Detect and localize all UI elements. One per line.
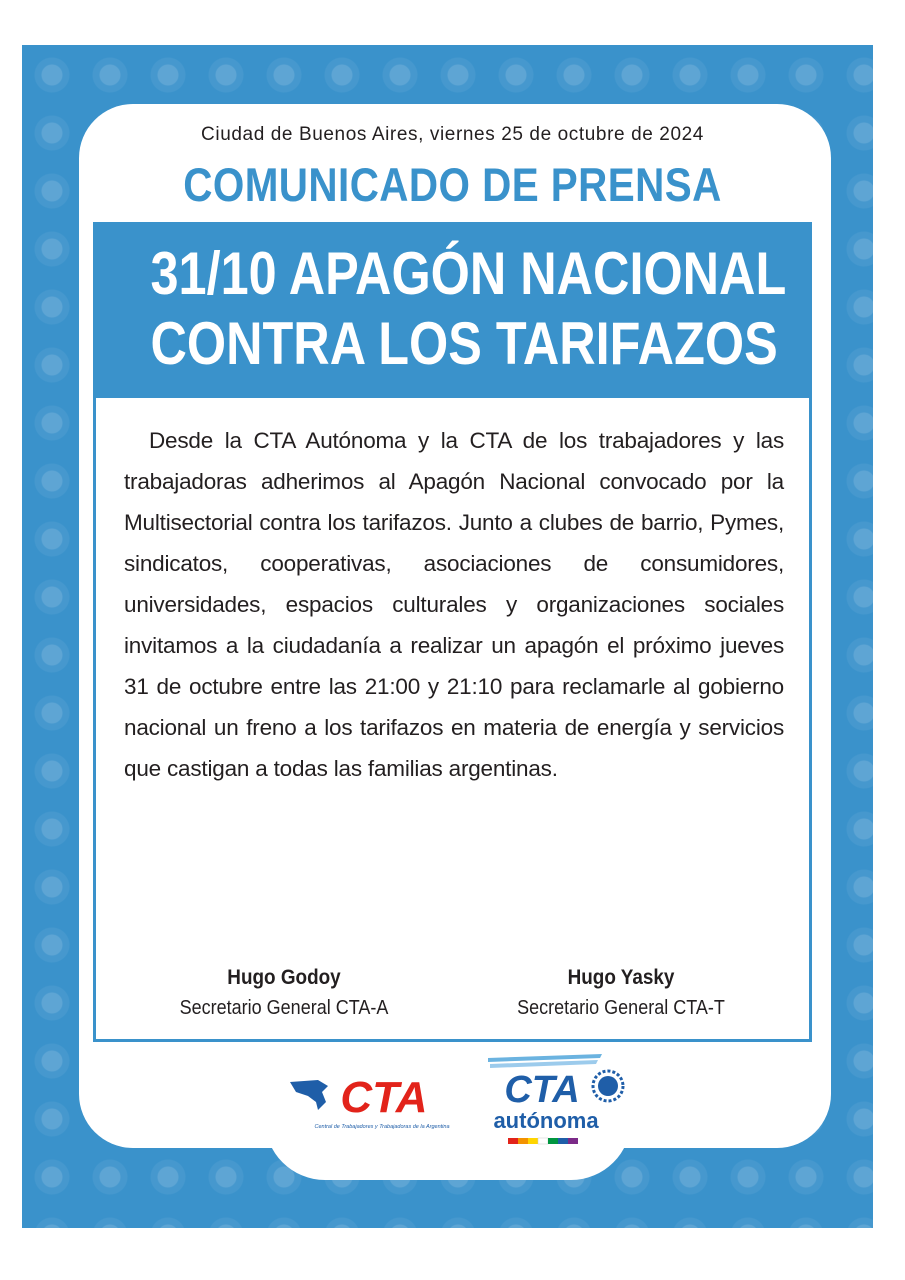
date-line: Ciudad de Buenos Aires, viernes 25 de octubre de 2024 xyxy=(201,124,704,145)
cta-a-logo xyxy=(484,1052,626,1156)
cta-a-wordmark: CTA xyxy=(504,1069,580,1111)
cta-t-logo xyxy=(288,1072,454,1134)
headline-banner xyxy=(93,222,812,398)
cta-t-tagline: Central de Trabajadores y Trabajadoras de la Argentina xyxy=(314,1124,450,1130)
signature-godoy xyxy=(134,963,434,1023)
americas-map-icon xyxy=(290,1080,328,1110)
signer-name: Hugo Yasky xyxy=(567,966,675,989)
section-title: COMUNICADO DE PRENSA xyxy=(183,158,722,211)
press-release-paragraph: Desde la CTA Autónoma y la CTA de los trabajadores y las trabajadoras adherimos al Apagón Nacional convocado por la Multisectorial contra los tarifazos. Junto a clubes de barrio, Pymes, sindicatos, cooperativas, asociaciones de consumidores, universidades, espacios culturales y organizaciones sociales invitamos a la ciudadanía a realizar un apagón el próximo jueves 31 de octubre entre las 21:00 y 21:10 para reclamarle al gobierno nacional un freno a los tarifazos en materia de energía y servicios que castigan a todas las familias argentinas. xyxy=(124,428,784,781)
signer-role: Secretario General CTA-A xyxy=(179,997,389,1019)
signer-name: Hugo Godoy xyxy=(227,966,341,989)
cta-a-subtitle: autónoma xyxy=(493,1108,599,1133)
signer-role: Secretario General CTA-T xyxy=(517,997,725,1019)
headline-line-2: CONTRA LOS TARIFAZOS xyxy=(150,310,778,377)
sun-icon xyxy=(593,1071,623,1101)
wiphala-stripe-icon xyxy=(508,1138,578,1144)
signature-yasky xyxy=(471,963,771,1023)
headline-line-1: 31/10 APAGÓN NACIONAL xyxy=(150,240,787,307)
cta-t-wordmark: CTA xyxy=(340,1073,428,1122)
